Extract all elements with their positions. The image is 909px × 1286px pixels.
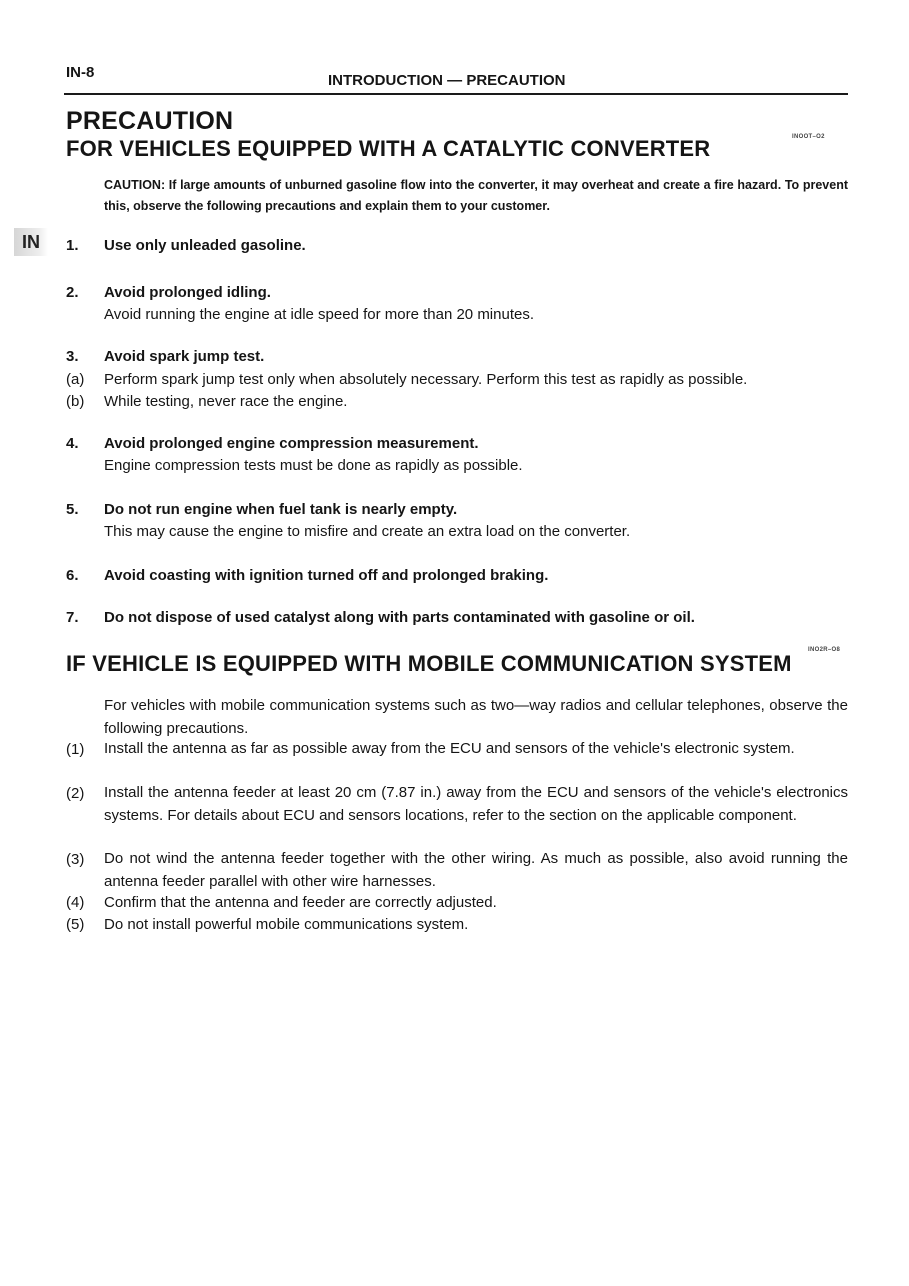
section-side-tab[interactable]: IN	[14, 228, 48, 256]
list-item-text: Install the antenna feeder at least 20 cm (7.87 in.) away from the ECU and sensors of the vehicle's electronics systems. For details about ECU and sensors locations, refer to the section on the applicable component.	[104, 784, 848, 824]
item-title: Avoid prolonged engine compression measurement.	[104, 435, 479, 452]
item-number: 7.	[66, 609, 79, 626]
section-code-catalytic: INOOT–O2	[792, 134, 825, 140]
sub-item-text: While testing, never race the engine.	[104, 393, 348, 410]
item-body: This may cause the engine to misfire and create an extra load on the converter.	[104, 523, 631, 540]
list-label: (1)	[66, 741, 85, 758]
item-body: Engine compression tests must be done as rapidly as possible.	[104, 457, 523, 474]
item-title: Avoid coasting with ignition turned off and prolonged braking.	[104, 567, 549, 584]
item-title: Avoid prolonged idling.	[104, 284, 271, 301]
intro-paragraph: For vehicles with mobile communication systems such as two—way radios and cellular telephones, observe the following precautions.	[104, 697, 848, 737]
list-label: (3)	[66, 851, 85, 868]
item-title: Do not dispose of used catalyst along with parts contaminated with gasoline or oil.	[104, 609, 695, 626]
item-body: Avoid running the engine at idle speed for more than 20 minutes.	[104, 306, 535, 323]
list-item-text: Install the antenna as far as possible away from the ECU and sensors of the vehicle's electronic system.	[104, 740, 795, 757]
item-number: 6.	[66, 567, 79, 584]
section-code-mobile: INO2R–O8	[808, 647, 841, 653]
item-number: 5.	[66, 501, 79, 518]
item-number: 3.	[66, 348, 79, 365]
sub-item-label: (b)	[66, 393, 85, 410]
header-rule	[64, 93, 848, 95]
item-title: Avoid spark jump test.	[104, 348, 265, 365]
list-label: (5)	[66, 916, 85, 933]
item-number: 4.	[66, 435, 79, 452]
section-heading-mobile: IF VEHICLE IS EQUIPPED WITH MOBILE COMMUNICATION SYSTEM	[66, 651, 792, 676]
running-title: INTRODUCTION — PRECAUTION	[328, 72, 566, 89]
list-label: (4)	[66, 894, 85, 911]
caution-note: CAUTION: If large amounts of unburned gasoline flow into the converter, it may overheat and create a fire hazard. To prevent this, observe the following precautions and explain them to your customer.	[104, 178, 848, 213]
list-item-text: Confirm that the antenna and feeder are correctly adjusted.	[104, 894, 497, 911]
item-number: 2.	[66, 284, 79, 301]
list-item-text: Do not install powerful mobile communications system.	[104, 916, 469, 933]
item-title: Do not run engine when fuel tank is nearly empty.	[104, 501, 458, 518]
sub-item-text: Perform spark jump test only when absolutely necessary. Perform this test as rapidly as possible.	[104, 371, 748, 388]
page-title: PRECAUTION	[66, 107, 234, 135]
page-number: IN-8	[66, 64, 95, 81]
list-label: (2)	[66, 785, 85, 802]
item-title: Use only unleaded gasoline.	[104, 237, 306, 254]
item-number: 1.	[66, 237, 79, 254]
list-item-text: Do not wind the antenna feeder together with the other wiring. As much as possible, also avoid running the antenna feeder parallel with other wire harnesses.	[104, 850, 848, 890]
sub-item-label: (a)	[66, 371, 85, 388]
section-heading-catalytic: FOR VEHICLES EQUIPPED WITH A CATALYTIC CONVERTER	[66, 136, 711, 161]
